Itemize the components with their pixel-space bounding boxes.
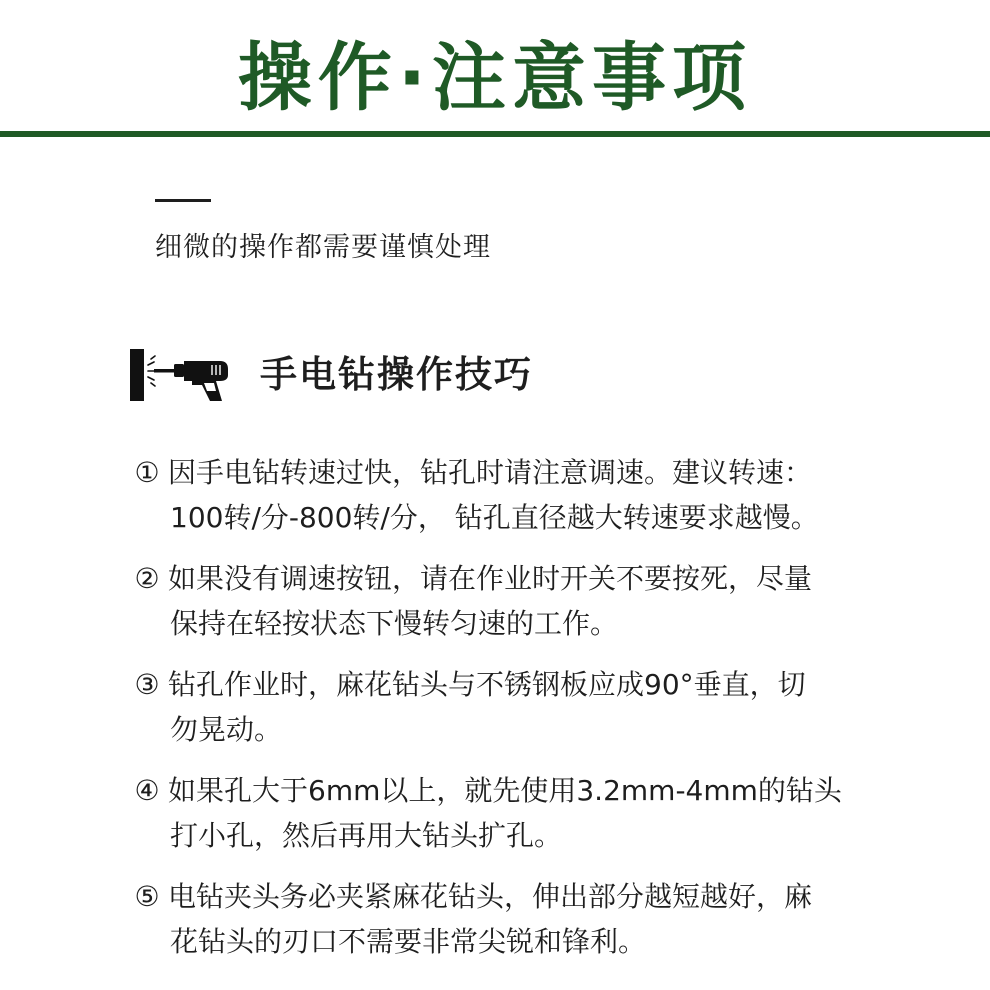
title-divider xyxy=(0,131,990,137)
subtitle: 细微的操作都需要谨慎处理 xyxy=(155,232,491,263)
tip-number: ⑤ xyxy=(134,880,160,913)
tip-line: 打小孔，然后再用大钻头扩孔。 xyxy=(170,819,563,852)
tip-text xyxy=(130,874,910,964)
tip-item xyxy=(130,662,910,752)
section-header xyxy=(130,345,533,405)
section-title: 手电钻操作技巧 xyxy=(260,353,533,396)
tip-line: 勿晃动。 xyxy=(170,713,283,746)
tip-line: 100转/分-800转/分， 钻孔直径越大转速要求越慢。 xyxy=(170,501,819,534)
tip-line: 如果孔大于6mm以上，就先使用3.2mm-4mm的钻头 xyxy=(168,774,842,807)
drill-icon xyxy=(130,345,234,405)
tip-number: ② xyxy=(134,562,160,595)
tip-text xyxy=(130,556,910,646)
tip-number: ④ xyxy=(134,774,160,807)
tip-text xyxy=(130,450,910,540)
tip-line: 因手电钻转速过快，钻孔时请注意调速。建议转速： xyxy=(168,456,813,489)
tip-item xyxy=(130,768,910,858)
tip-item xyxy=(130,450,910,540)
tip-line: 如果没有调速按钮，请在作业时开关不要按死，尽量 xyxy=(168,562,813,595)
tip-line: 钻孔作业时，麻花钻头与不锈钢板应成90°垂直，切 xyxy=(168,668,806,701)
tip-line: 电钻夹头务必夹紧麻花钻头，伸出部分越短越好，麻 xyxy=(168,880,813,913)
tip-item xyxy=(130,556,910,646)
tip-text xyxy=(130,662,910,752)
tips-list xyxy=(130,450,910,980)
tip-number: ① xyxy=(134,456,160,489)
tip-item xyxy=(130,874,910,964)
page-title: 操作·注意事项 xyxy=(237,35,753,121)
tip-line: 保持在轻按状态下慢转匀速的工作。 xyxy=(170,607,619,640)
tip-line: 花钻头的刃口不需要非常尖锐和锋利。 xyxy=(170,925,647,958)
subtitle-rule xyxy=(155,199,211,202)
tip-text xyxy=(130,768,910,858)
tip-number: ③ xyxy=(134,668,160,701)
